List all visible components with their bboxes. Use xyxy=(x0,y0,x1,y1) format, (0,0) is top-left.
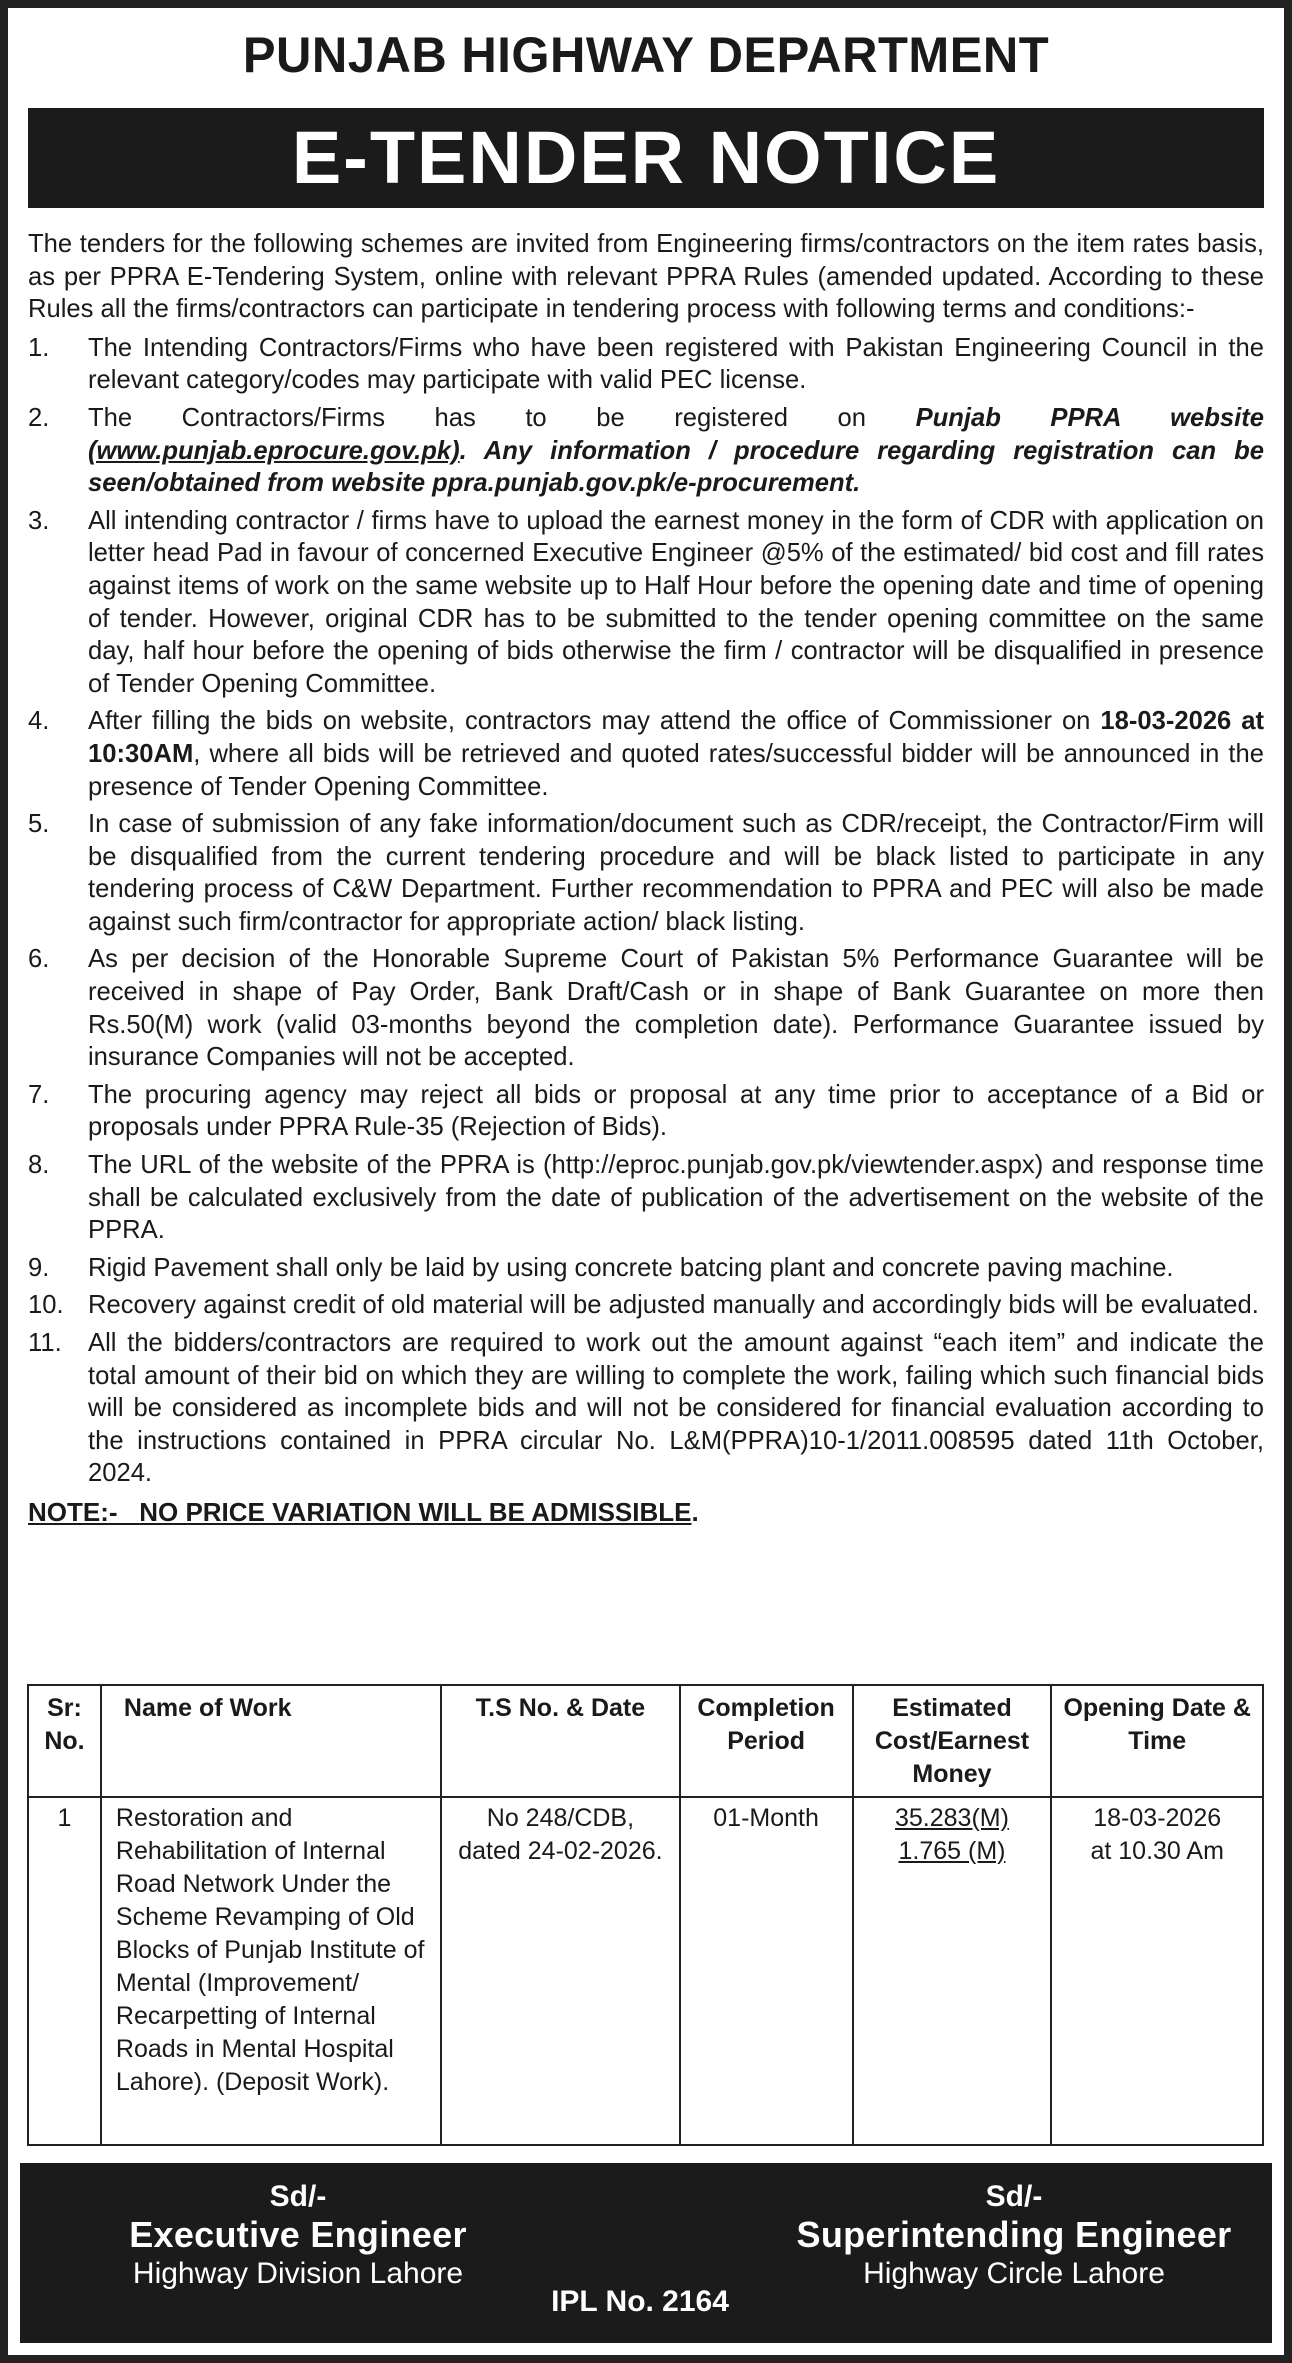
term-item xyxy=(28,1149,1264,1247)
notice-title-bar xyxy=(28,108,1264,208)
opening-time-value: at 10.30 Am xyxy=(1090,1837,1224,1865)
term-text: All the bidders/contractors are required to work out the amount against “each item” and indicate the total amount of their bid on which they are willing to complete the work, failing which such financial bids will be considered as incomplete bids and will not be considered for financial evaluation according to the instructions contained in PPRA circular No. L&M(PPRA)10-1/2011.008595 dated 11th October, 2024. xyxy=(88,1329,1264,1488)
term-item xyxy=(28,1252,1264,1285)
term-number: 5. xyxy=(28,810,50,839)
signatory-office: Highway Circle Lahore xyxy=(863,2257,1165,2290)
header-sr-no: Sr: No. xyxy=(28,1685,101,1797)
cell-opening-date xyxy=(1051,1797,1263,2145)
term-text: As per decision of the Honorable Supreme Court of Pakistan 5% Performance Guarantee will be received in shape of Pay Order, Bank Draft/Cash or in shape of Bank Guarantee on more then Rs.50(M) work (valid 03-months beyond the completion date). Performance Guarantee issued by insurance Companies will not be accepted. xyxy=(88,945,1264,1072)
table-header-row xyxy=(28,1685,1263,1797)
cell-name-of-work: Restoration and Rehabilitation of Internal Road Network Under the Scheme Revamping of Old Blocks of Punjab Institute of Mental (Improvement/ Recarpetting of Internal Roads in Mental Hospital Lahore). (Deposit Work). xyxy=(101,1797,441,2145)
term-item xyxy=(28,705,1264,803)
term-number: 10. xyxy=(28,1291,64,1320)
term-number: 6. xyxy=(28,945,50,974)
earnest-money-value: 1.765 (M) xyxy=(898,1837,1006,1865)
intro-paragraph: The tenders for the following schemes are invited from Engineering firms/contractors on the item rates basis, as per PPRA E-Tendering System, online with relevant PPRA Rules (amended updated. According to these Rules all the firms/contractors can participate in tendering process with following terms and conditions:- xyxy=(28,230,1264,324)
signed-mark: Sd/- xyxy=(985,2180,1043,2213)
price-variation-note xyxy=(28,1496,1264,1529)
term-number: 2. xyxy=(28,403,50,432)
term-text: In case of submission of any fake information/document such as CDR/receipt, the Contractor/Firm will be disqualified from the current tendering procedure and will be black listed to participate in any tendering process of C&W Department. Further recommendation to PPRA and PEC will also be made against such firm/contractor for appropriate action/ black listing. xyxy=(88,810,1264,936)
term-text: The Intending Contractors/Firms who have been registered with Pakistan Engineering Council in the relevant category/codes may participate with valid PEC license. xyxy=(88,333,1264,395)
term-text: Rigid Pavement shall only be laid by using concrete batcing plant and concrete paving machine. xyxy=(88,1253,1174,1282)
term-item xyxy=(28,1327,1264,1490)
term-item xyxy=(28,943,1264,1073)
signature-footer xyxy=(20,2163,1272,2343)
term-number: 9. xyxy=(28,1253,50,1282)
term-item xyxy=(28,505,1264,701)
note-end: . xyxy=(691,1496,699,1527)
eprocure-link[interactable]: (www.punjab.eprocure.gov.pk) xyxy=(88,436,460,465)
header-completion-period: Completion Period xyxy=(680,1685,853,1797)
term-number: 8. xyxy=(28,1151,50,1180)
ppra-website-label: Punjab PPRA website xyxy=(915,403,1264,432)
term-text-post: , where all bids will be retrieved and quoted rates/successful bidder will be announced in the presence of Tender Opening Committee. xyxy=(88,739,1264,801)
term-number: 11. xyxy=(28,1329,62,1357)
header-ts-no-date: T.S No. & Date xyxy=(441,1685,679,1797)
header-estimated-cost: Estimated Cost/Earnest Money xyxy=(853,1685,1052,1797)
signed-mark: Sd/- xyxy=(269,2180,327,2213)
ts-date: dated 24-02-2026. xyxy=(458,1837,663,1865)
term-text: The Contractors/Firms has to be registered on xyxy=(88,403,916,432)
note-text: NO PRICE VARIATION WILL BE ADMISSIBLE xyxy=(139,1496,692,1527)
term-item xyxy=(28,1079,1264,1144)
estimated-cost-value: 35.283(M) xyxy=(895,1804,1009,1832)
signature-executive-engineer xyxy=(58,2179,538,2293)
note-label: NOTE:- xyxy=(28,1496,118,1527)
term-item xyxy=(28,402,1264,500)
signatory-role: Executive Engineer xyxy=(129,2214,467,2255)
works-table xyxy=(27,1684,1264,2146)
term-item xyxy=(28,808,1264,938)
cell-completion-period: 01-Month xyxy=(680,1797,853,2145)
signature-superintending-engineer xyxy=(740,2179,1288,2293)
term-text: Recovery against credit of old material will be adjusted manually and accordingly bids will be evaluated. xyxy=(88,1291,1259,1320)
signatory-office: Highway Division Lahore xyxy=(132,2257,464,2290)
term-number: 1. xyxy=(28,333,50,362)
term-text-post: . Any information / procedure regarding registration can be seen/obtained from website ppra.punjab.gov.pk/e-procurement. xyxy=(88,436,1264,498)
opening-date-value: 18-03-2026 xyxy=(1093,1804,1222,1832)
ipl-number: IPL No. 2164 xyxy=(551,2285,729,2318)
department-title: PUNJAB HIGHWAY DEPARTMENT xyxy=(242,27,1050,83)
terms-list xyxy=(28,332,1264,1490)
term-text: The procuring agency may reject all bids or proposal at any time prior to acceptance of a Bid or proposals under PPRA Rule-35 (Rejection of Bids). xyxy=(88,1080,1264,1142)
header-opening-date: Opening Date & Time xyxy=(1051,1685,1263,1797)
term-number: 7. xyxy=(28,1080,50,1109)
term-text: All intending contractor / firms have to upload the earnest money in the form of CDR with application on letter head Pad in favour of concerned Executive Engineer @5% of the estimated/ bid cost and fill rates against items of work on the same website up to Half Hour before the opening date and time of opening of tender. However, original CDR has to be submitted to the tender opening committee on the same day, half hour before the opening of bids otherwise the firm / contractor will be disqualified in presence of Tender Opening Committee. xyxy=(88,506,1264,698)
cell-estimated-cost xyxy=(853,1797,1052,2145)
opening-datetime: 18-03-2026 at 10:30AM xyxy=(88,707,1265,768)
term-item xyxy=(28,1289,1264,1322)
term-item xyxy=(28,332,1264,397)
table-row xyxy=(28,1797,1263,2145)
cell-ts-no-date xyxy=(441,1797,679,2145)
term-text: After filling the bids on website, contractors may attend the office of Commissioner on xyxy=(88,707,1101,736)
cell-sr-no: 1 xyxy=(28,1797,101,2145)
signatory-role: Superintending Engineer xyxy=(796,2214,1232,2255)
ts-number: No 248/CDB, xyxy=(486,1804,635,1832)
notice-body xyxy=(28,228,1264,1529)
notice-title: E-TENDER NOTICE xyxy=(291,116,1001,199)
header-name-of-work: Name of Work xyxy=(101,1685,441,1797)
term-number: 3. xyxy=(28,506,50,535)
term-text: The URL of the website of the PPRA is (http://eproc.punjab.gov.pk/viewtender.aspx) and response time shall be calculated exclusively from the date of publication of the advertisement on the website of the PPRA. xyxy=(88,1151,1264,1245)
term-number: 4. xyxy=(28,707,50,736)
